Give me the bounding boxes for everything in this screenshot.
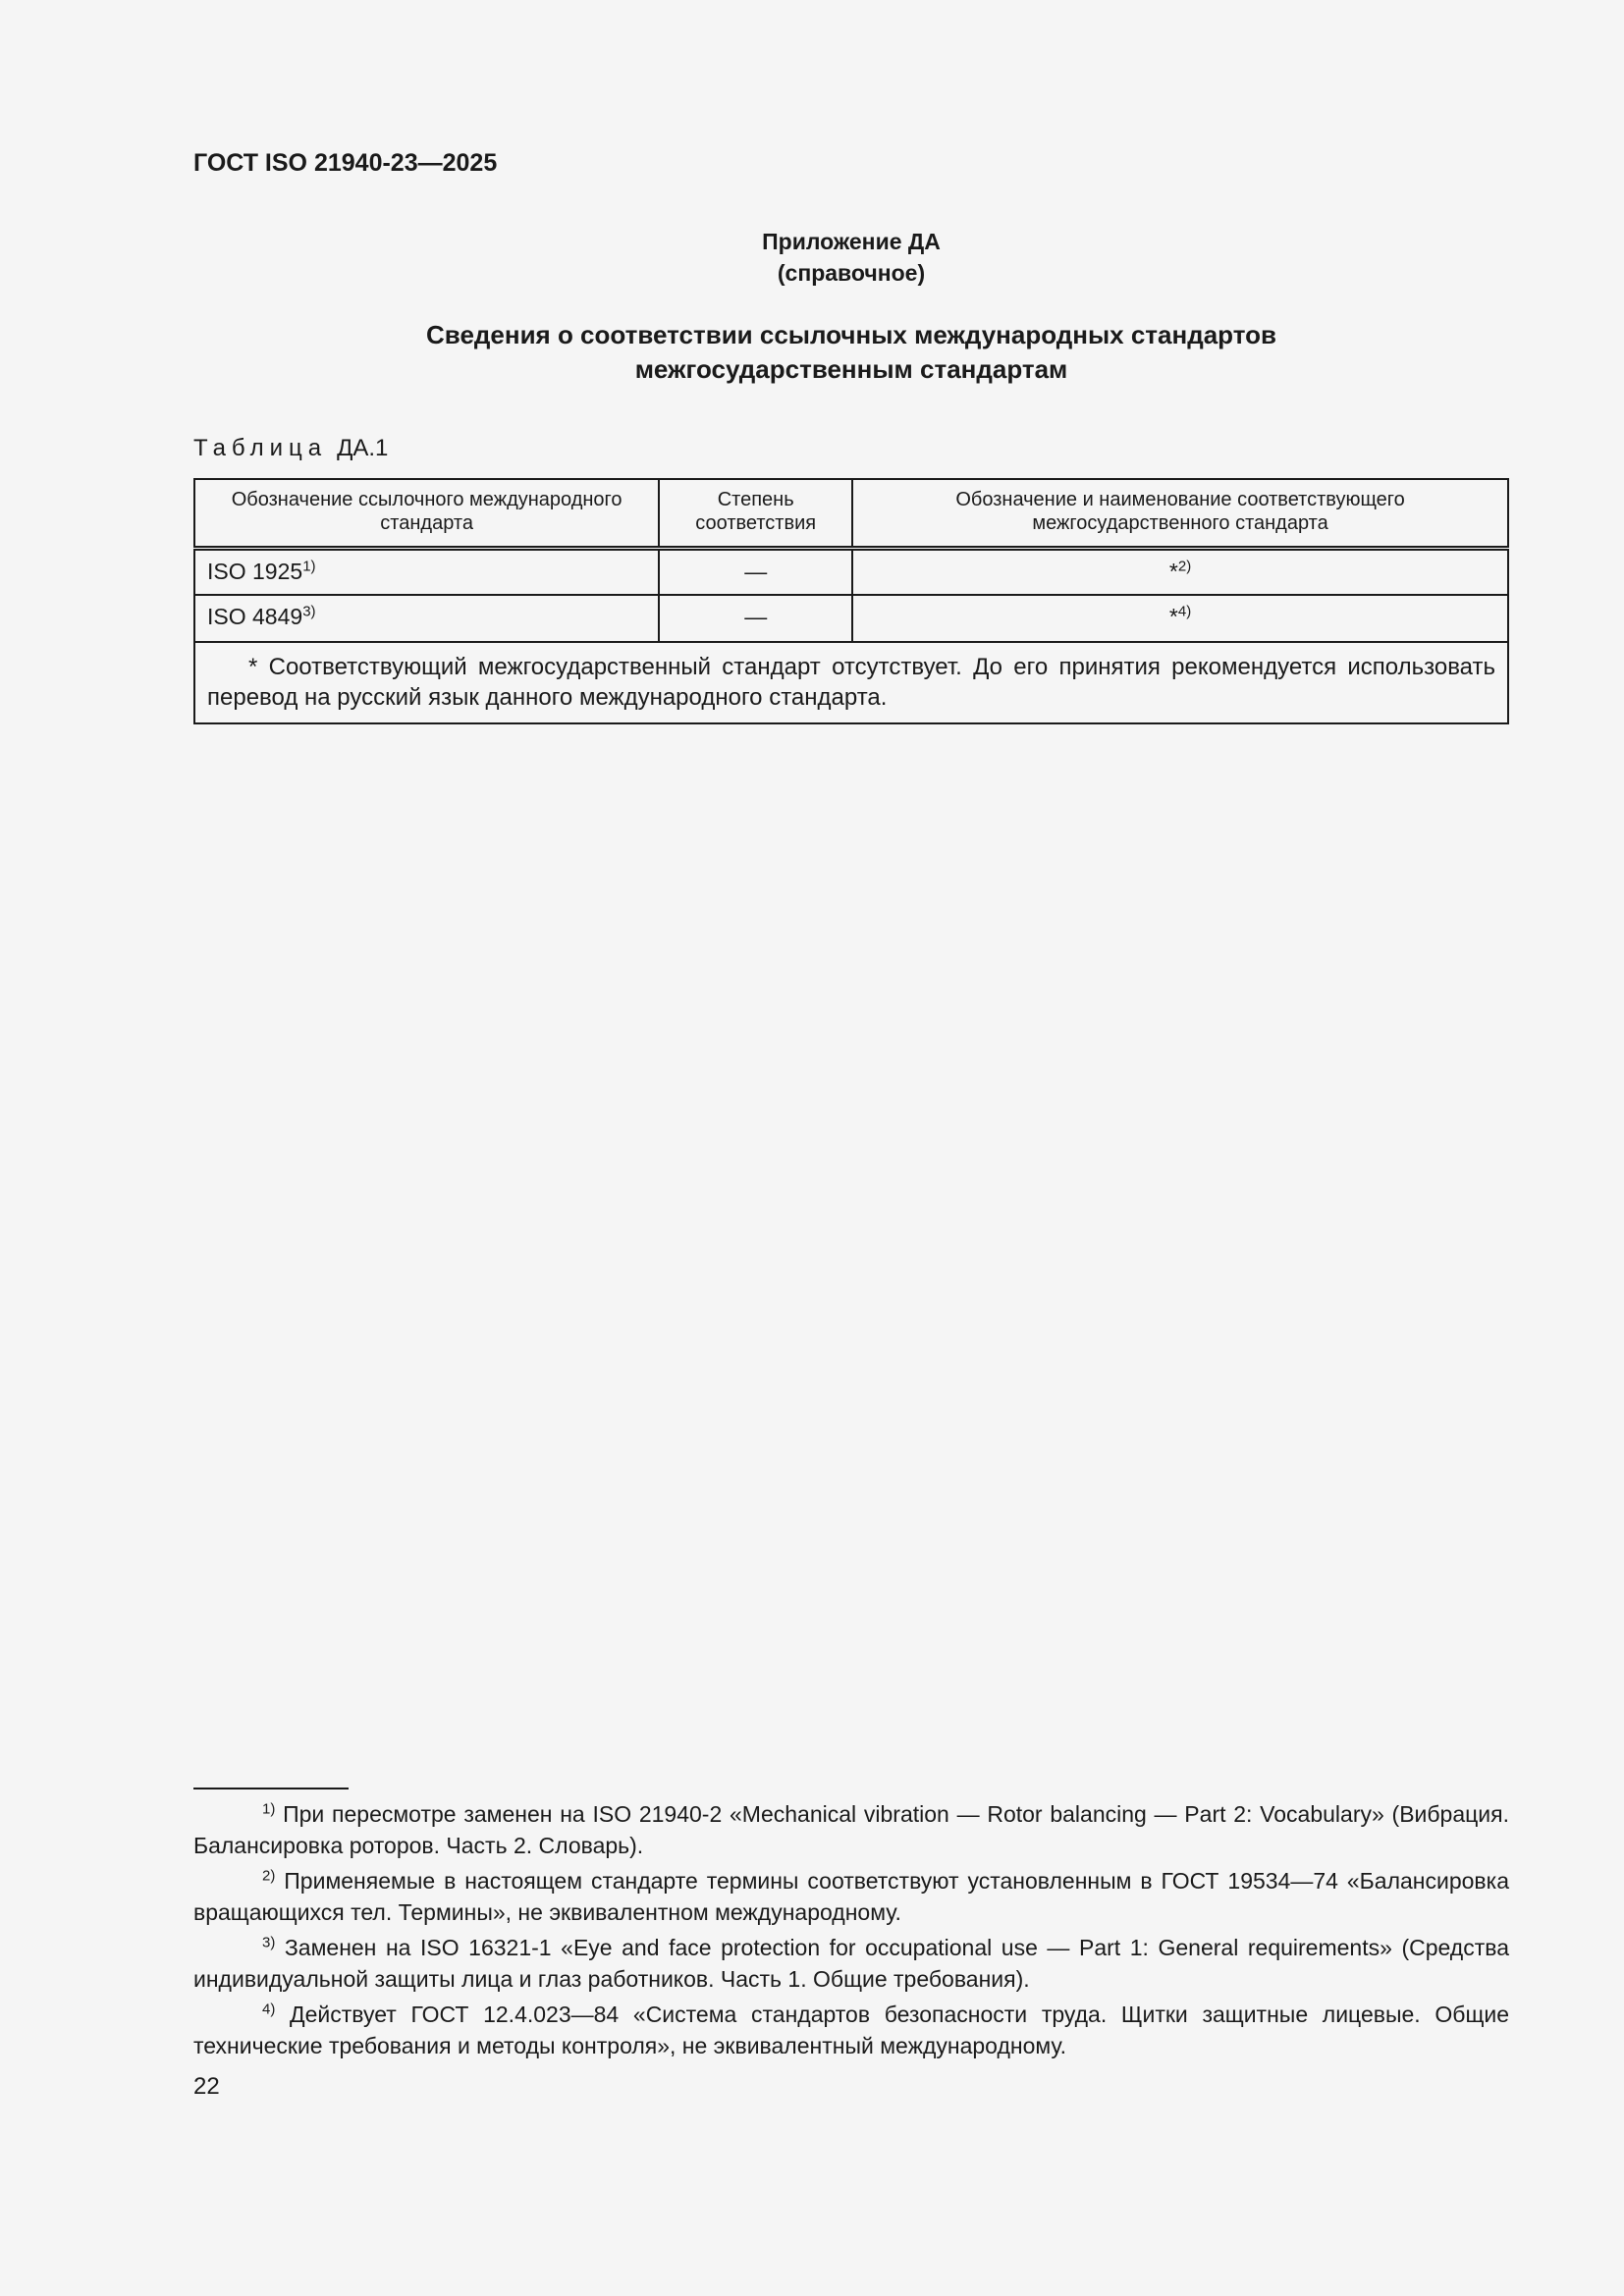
footnote-marker: 3) (262, 1934, 276, 1951)
footnote (193, 1932, 1509, 1995)
page-number: 22 (193, 2073, 220, 2100)
footnote-marker: 4) (262, 2001, 276, 2018)
designation-cell (194, 548, 659, 595)
table-header-row (194, 479, 1508, 548)
footnotes (193, 1798, 1509, 2065)
national-standard-text: * (1168, 558, 1178, 584)
column-header-degree: Степень соответствия (659, 479, 852, 548)
section-heading-line-1: Сведения о соответствии ссылочных международных стандартов (426, 320, 1276, 349)
section-heading-line-2: межгосударственным стандартам (634, 354, 1068, 384)
designation-cell (194, 595, 659, 642)
footnote-text: Действует ГОСТ 12.4.023—84 «Система стандартов безопасности труда. Щитки защитные лицевые. Общие технические требования и методы контроля», не эквивалентный международному. (193, 2002, 1509, 2058)
annex-title: Приложение ДА (762, 229, 941, 254)
footnote (193, 1865, 1509, 1928)
degree-cell: — (659, 595, 852, 642)
designation-text: ISO 4849 (207, 604, 303, 629)
designation-text: ISO 1925 (207, 558, 303, 584)
footnote-ref: 3) (302, 603, 316, 620)
footnote-marker: 1) (262, 1800, 276, 1818)
table-caption-id: ДА.1 (337, 435, 389, 461)
footnote-text: Заменен на ISO 16321-1 «Eye and face protection for occupational use — Part 1: General requirements» (Средства индивидуальной защиты лица и глаз работников. Часть 1. Общие требования). (193, 1935, 1509, 1992)
table-row (194, 595, 1508, 642)
national-standard-cell (852, 548, 1508, 595)
table-note-row (194, 642, 1508, 723)
footnote-ref: 2) (1177, 557, 1192, 574)
table-caption (193, 435, 388, 462)
column-header-designation: Обозначение ссылочного международного стандарта (194, 479, 659, 548)
table-note: * Соответствующий межгосударственный стандарт отсутствует. До его принятия рекомендуется использовать перевод на русский язык данного международного стандарта. (194, 642, 1508, 723)
document-header: ГОСТ ISO 21940-23—2025 (193, 149, 498, 177)
footnote-text: При пересмотре заменен на ISO 21940-2 «Mechanical vibration — Rotor balancing — Part 2: Vocabulary» (Вибрация. Балансировка роторов. Часть 2. Словарь). (193, 1801, 1509, 1858)
footnote-ref: 1) (302, 557, 316, 574)
degree-cell: — (659, 548, 852, 595)
footnote-separator (193, 1788, 349, 1789)
footnote-text: Применяемые в настоящем стандарте термины соответствуют установленным в ГОСТ 19534—74 «Балансировка вращающихся тел. Термины», не эквивалентном международному. (193, 1868, 1509, 1925)
table-caption-word: Таблица (193, 435, 328, 461)
national-standard-text: * (1168, 604, 1178, 629)
column-header-national-standard: Обозначение и наименование соответствующего межгосударственного стандарта (852, 479, 1508, 548)
footnote-marker: 2) (262, 1867, 276, 1885)
footnote (193, 1798, 1509, 1861)
table-row (194, 548, 1508, 595)
footnote-ref: 4) (1177, 603, 1192, 620)
correspondence-table (193, 478, 1509, 724)
annex-type: (справочное) (777, 260, 926, 286)
footnote (193, 1999, 1509, 2061)
national-standard-cell (852, 595, 1508, 642)
